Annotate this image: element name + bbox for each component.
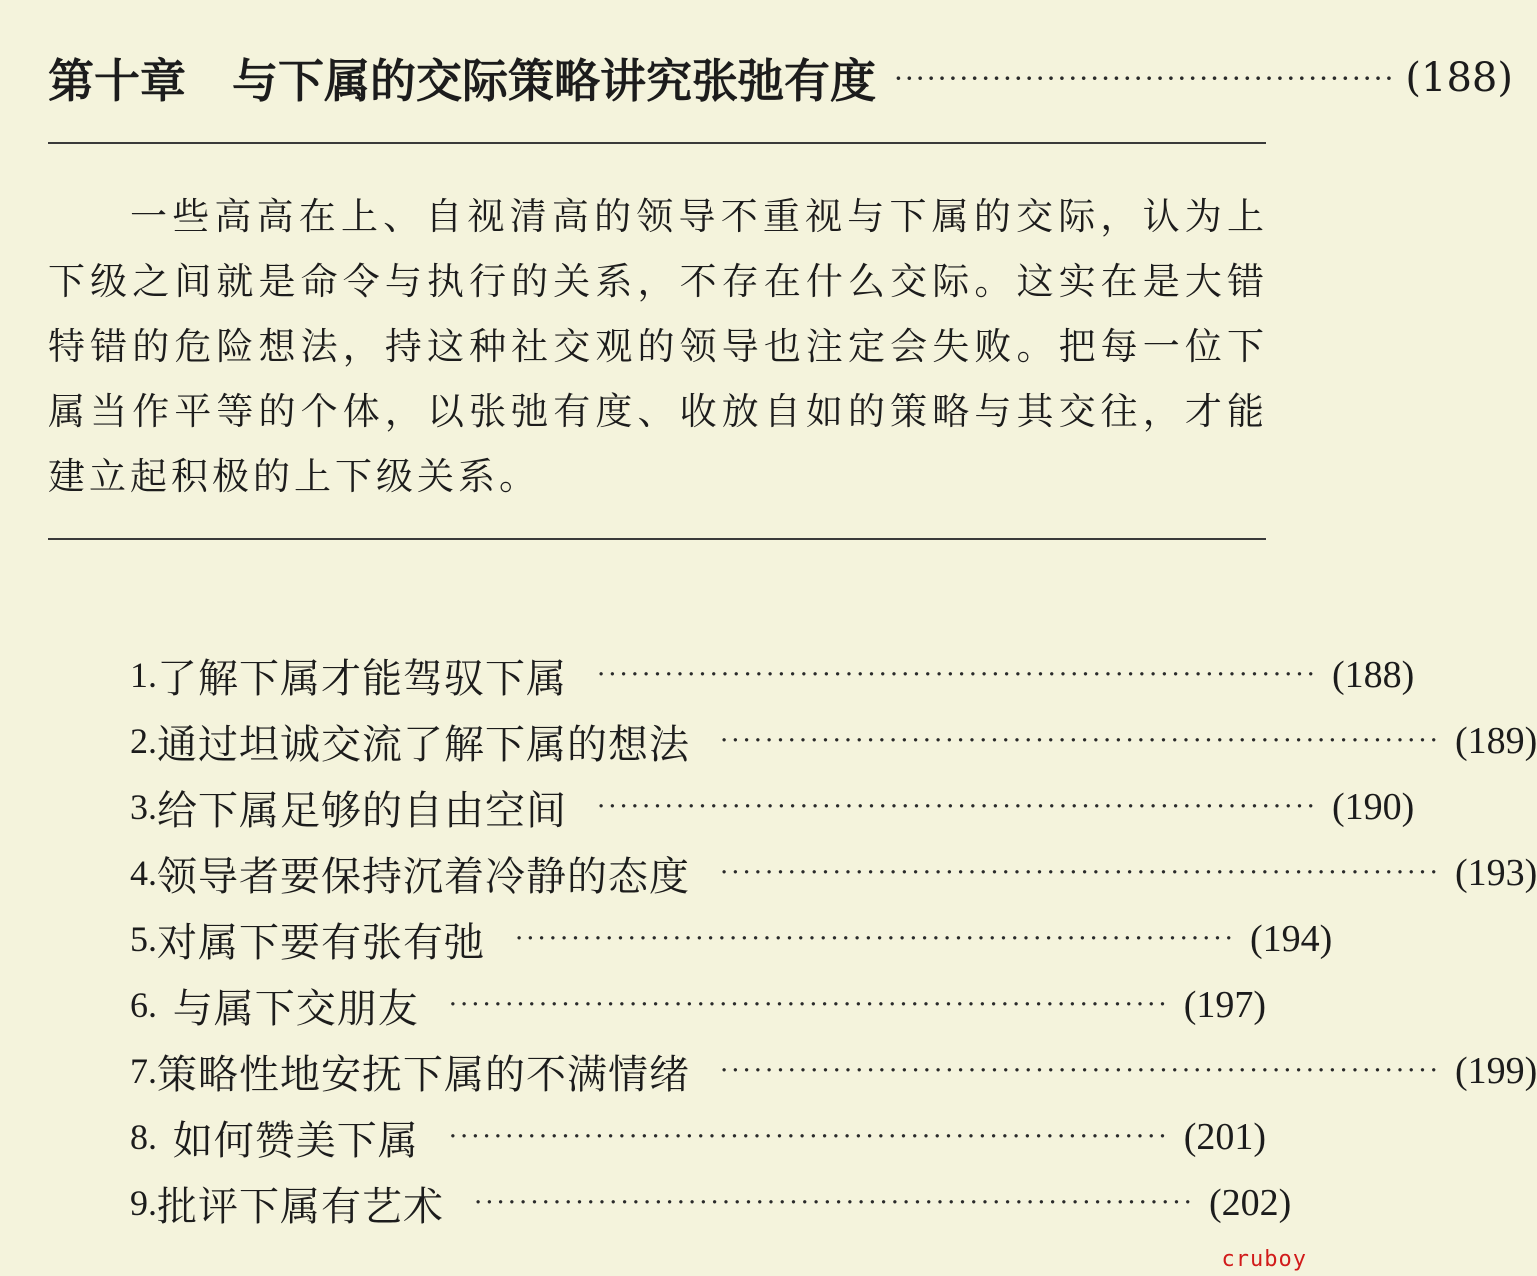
chapter-number: 第十章 bbox=[48, 54, 186, 108]
dot-leader: ································································ bbox=[448, 990, 1170, 1020]
chapter-intro-paragraph: 一些高高在上、自视清高的领导不重视与下属的交际，认为上下级之间就是命令与执行的关系，不存在什么交际。这实在是大错特错的危险想法，持这种社交观的领导也注定会失败。把每一位下属当作平等的个体，以张弛有度、收放自如的策略与其交往，才能建立起积极的上下级关系。 bbox=[48, 195, 1268, 498]
dot-leader: ································································ bbox=[720, 1056, 1441, 1086]
toc-page-number: (190) bbox=[1331, 786, 1415, 828]
toc-page-number: (188) bbox=[1331, 654, 1415, 696]
toc-entry bbox=[130, 972, 1266, 1038]
toc-label: 了解下属才能驾驭下属 bbox=[157, 655, 567, 702]
chapter-heading bbox=[48, 38, 1513, 118]
chapter-title: 与下属的交际策略讲究张弛有度 bbox=[232, 54, 876, 108]
toc-entry bbox=[130, 840, 1537, 906]
toc-index: 7. bbox=[130, 1051, 157, 1091]
toc-index: 1. bbox=[130, 655, 157, 695]
toc-index: 2. bbox=[130, 721, 157, 761]
toc-entry bbox=[130, 708, 1537, 774]
dot-leader: ································································ bbox=[515, 924, 1236, 954]
toc-entry bbox=[130, 906, 1333, 972]
toc-entry bbox=[130, 642, 1415, 708]
chapter-page-number: (188) bbox=[1405, 55, 1513, 101]
toc-label: 对属下要有张有弛 bbox=[157, 919, 485, 966]
top-divider bbox=[48, 142, 1266, 144]
toc-index: 8. bbox=[130, 1117, 157, 1157]
dot-leader: ·············································· bbox=[894, 61, 1396, 95]
toc-entry bbox=[130, 1104, 1266, 1170]
toc-label: 策略性地安抚下属的不满情绪 bbox=[157, 1051, 690, 1098]
toc-label: 给下属足够的自由空间 bbox=[157, 787, 567, 834]
dot-leader: ································································ bbox=[720, 726, 1441, 756]
toc-page-number: (197) bbox=[1183, 984, 1266, 1026]
toc-page-number: (189) bbox=[1454, 720, 1537, 762]
watermark: cruboy bbox=[1221, 1247, 1307, 1272]
toc-entry bbox=[130, 1170, 1292, 1236]
toc-page-number: (201) bbox=[1183, 1116, 1266, 1158]
dot-leader: ································································ bbox=[448, 1122, 1170, 1152]
toc-label: 领导者要保持沉着冷静的态度 bbox=[157, 853, 690, 900]
toc-entry bbox=[130, 774, 1415, 840]
toc-label: 如何赞美下属 bbox=[172, 1117, 419, 1164]
dot-leader: ································································ bbox=[720, 858, 1441, 888]
toc-entry bbox=[130, 1038, 1537, 1104]
toc-label: 批评下属有艺术 bbox=[157, 1183, 444, 1230]
toc-page-number: (199) bbox=[1454, 1050, 1537, 1092]
toc-page-number: (194) bbox=[1249, 918, 1333, 960]
toc-label: 通过坦诚交流了解下属的想法 bbox=[157, 721, 690, 768]
toc-index: 3. bbox=[130, 787, 157, 827]
toc-page-number: (202) bbox=[1208, 1182, 1292, 1224]
toc-page-number: (193) bbox=[1454, 852, 1537, 894]
toc-index: 6. bbox=[130, 985, 157, 1025]
bottom-divider bbox=[48, 538, 1266, 540]
toc-index: 5. bbox=[130, 919, 157, 959]
toc-index: 4. bbox=[130, 853, 157, 893]
dot-leader: ································································ bbox=[597, 792, 1318, 822]
toc-index: 9. bbox=[130, 1183, 157, 1223]
table-of-contents bbox=[130, 642, 1537, 1236]
toc-label: 与属下交朋友 bbox=[172, 985, 419, 1032]
dot-leader: ································································ bbox=[474, 1188, 1195, 1218]
dot-leader: ································································ bbox=[597, 660, 1318, 690]
